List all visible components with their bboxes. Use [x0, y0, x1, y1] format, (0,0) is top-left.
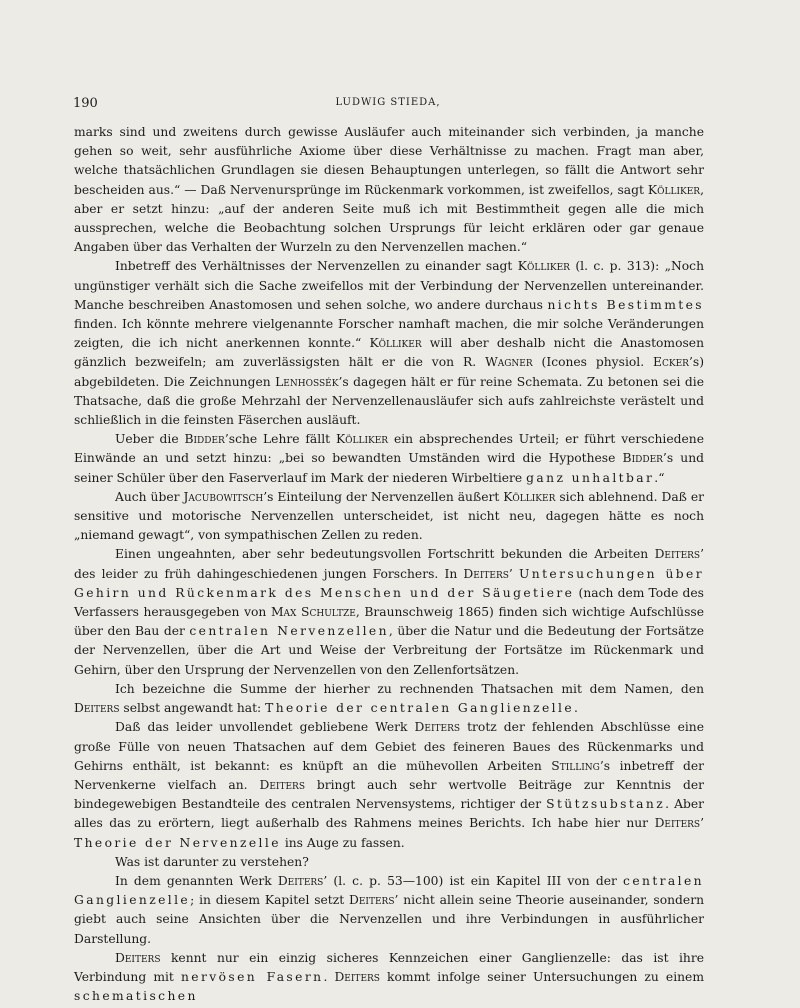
spaced-emphasis: nichts Bestimmtes	[547, 297, 704, 312]
small-caps-name: Wagner	[485, 355, 533, 370]
body-text	[74, 123, 704, 1006]
spaced-emphasis: schematischen	[74, 989, 198, 1004]
text-run: In dem genannten Werk	[115, 873, 278, 888]
spaced-emphasis: centralen Ganglienzelle	[74, 873, 704, 908]
text-run: kennt nur ein einzig sicheres Kennzeichen einer Ganglienzelle: das ist ihre Verbindung mit	[74, 950, 704, 984]
text-run: ’s dagegen hält er für reine Schemata. Zu betonen sei die Thatsache, daß die große Mehrzahl der Nervenzellenausläufer sich aufs zahlreichste verästelt und schließlich in die feinsten Fäserchen ausläuft.	[74, 374, 704, 428]
text-run: trotz der fehlenden Abschlüsse eine große Fülle von neuen Thatsachen auf dem Gebiet des feineren Baues des Rückenmarks und Gehirns enthält, ist bekannt: es knüpft an die mühevollen Arbeiten	[74, 720, 704, 773]
paragraph	[74, 545, 704, 679]
text-run: Einen ungeahnten, aber sehr bedeutungsvollen Fortschritt bekunden die Arbeiten	[115, 547, 655, 562]
small-caps-name: Deiters	[74, 701, 120, 716]
text-run: Ich bezeichne die Summe der hierher zu rechnenden Thatsachen mit dem Namen, den	[115, 681, 704, 696]
small-caps-name: Deiters	[348, 893, 395, 908]
text-run: . Aber alles das zu erörtern, liegt außerhalb des Rahmens meines Berichts. Ich habe hier nur	[74, 797, 704, 831]
spaced-emphasis: centralen Nervenzellen	[189, 624, 389, 639]
text-run: ’	[508, 566, 519, 581]
text-run: Was ist darunter zu verstehen?	[115, 854, 309, 869]
spaced-emphasis: ganz unhaltbar	[526, 470, 655, 485]
small-caps-name: Kölliker	[647, 182, 701, 197]
text-run: ’sche Lehre fällt	[224, 432, 336, 447]
text-run: marks sind und zweitens durch gewisse Ausläufer auch miteinander sich verbinden, ja manche gehen so weit, sehr ausführliche Axiome über diese Verhältnisse zu machen. Fragt man aber, welche thatsächlichen Grundlagen sie diesen Behauptungen unterlegen, so fällt die Antwort sehr bescheiden aus.“ — Daß Nervenursprünge im Rückenmark vorkommen, ist zweifellos, sagt	[74, 125, 704, 197]
paragraph	[74, 488, 704, 546]
paragraph	[74, 718, 704, 852]
text-run: .“	[654, 470, 665, 485]
small-caps-name: Bidder	[622, 451, 663, 466]
text-run: ’s inbetreff der Nervenkerne vielfach an.	[74, 758, 704, 792]
text-run: Auch über	[115, 489, 184, 504]
small-caps-name: Kölliker	[369, 336, 422, 351]
text-run: ’ (l. c. p. 53—100) ist ein Kapitel III von der	[323, 873, 624, 888]
small-caps-name: Deiters	[334, 969, 380, 984]
small-caps-name: Deiters	[277, 873, 324, 888]
text-run: , über die Natur und die Bedeutung der Fortsätze der Nervenzellen, über die Art und Weise der Verbreitung der Fortsätze im Rückenmark und Gehirn, über den Ursprung der Nervenzellen von den Zellenfortsätzen.	[74, 624, 705, 677]
text-run: will aber deshalb nicht die Anastomosen gänzlich bezweifeln; am zuverlässigsten hält er die von R.	[74, 336, 704, 370]
text-run: .	[574, 701, 578, 716]
text-run: (l. c. p. 313): „Noch ungünstiger verhält sich die Sache zweifellos mit der Verbindung der Nervenzellen untereinander. Manche beschreiben Anastomosen und sehen solche, wo andere durchaus	[74, 259, 704, 312]
page-header	[73, 96, 703, 116]
page-number: 190	[73, 96, 98, 111]
paragraph	[74, 853, 704, 872]
spaced-emphasis: Untersuchungen über Gehirn und Rückenmark des Menschen und der Säugetiere	[74, 566, 705, 600]
text-run: finden. Ich könnte mehrere vielgenannte Forscher namhaft machen, die mir solche Veränderungen zeigten, die ich nicht anerkennen konnte.“	[74, 317, 704, 351]
text-run: ’ nicht allein seine Theorie auseinander, sondern giebt auch seine Ansichten über die Nervenzellen und ihre Verbindungen in ausführlicher Darstellung.	[74, 893, 704, 946]
text-run: (nach dem Tode des Verfassers herausgegeben von	[74, 585, 704, 620]
small-caps-name: Ecker	[653, 355, 689, 370]
text-run: bringt auch sehr wertvolle Beiträge zur Kenntnis der bindegewebigen Bestandteile des centralen Nervensystems, richtiger der	[74, 777, 704, 812]
text-run: , Braunschweig 1865) finden sich wichtige Aufschlüsse über den Bau der	[74, 605, 704, 639]
small-caps-name: Lenhossék	[275, 374, 339, 389]
paragraph	[74, 949, 704, 1007]
paragraph	[74, 123, 704, 257]
small-caps-name: Deiters	[259, 777, 305, 792]
small-caps-name: Kölliker	[503, 489, 556, 504]
small-caps-name: Bidder	[184, 432, 225, 447]
paragraph	[74, 430, 704, 488]
small-caps-name: Deiters	[654, 816, 701, 831]
paragraph	[74, 872, 704, 949]
running-head: LUDWIG STIEDA,	[335, 97, 441, 108]
text-run: ’s) abgebildeten. Die Zeichnungen	[74, 355, 704, 389]
text-run: selbst angewandt hat:	[119, 701, 266, 716]
text-run: Ueber die	[115, 432, 185, 447]
small-caps-name: Deiters	[115, 950, 161, 965]
text-run: ’s und seiner Schüler über den Faserverlauf im Mark der niederen Wirbeltiere	[74, 451, 705, 485]
text-run: ins Auge zu fassen.	[280, 835, 405, 850]
text-run: ’	[700, 816, 704, 831]
small-caps-name: Stilling	[551, 758, 600, 773]
small-caps-name: Jacubowitsch	[183, 489, 264, 504]
text-run: , aber er setzt hinzu: „auf der anderen Seite muß ich mit Bestimmtheit gegen alle die mich aussprechen, welche die Beobachtung solchen Ursprungs für leicht erklären oder gar genaue Angaben über das Verhalten der Wurzeln zu den Nervenzellen machen.“	[74, 182, 704, 255]
spaced-emphasis: Stützsubstanz	[546, 797, 666, 812]
text-run: kommt infolge seiner Untersuchungen zu einem	[379, 969, 704, 984]
small-caps-name: Max Schultze	[270, 605, 356, 620]
text-run: .	[323, 969, 335, 984]
text-run: sich ablehnend. Daß er sensitive und motorische Nervenzellen unterscheidet, ist nicht neu, dagegen hätte es noch „niemand gewagt“, von sympathischen Zellen zu reden.	[74, 489, 704, 543]
small-caps-name: Kölliker	[335, 432, 389, 447]
spaced-emphasis: nervösen Fasern	[180, 969, 324, 984]
paragraph	[74, 257, 704, 430]
small-caps-name: Deiters	[414, 720, 461, 735]
spaced-emphasis: Theorie der centralen Ganglienzelle	[265, 701, 575, 716]
text-run: ein absprechendes Urteil; er führt verschiedene Einwände an und setzt hinzu: „bei so bewandten Umständen wird die Hypothese	[74, 432, 704, 466]
text-run: (Icones physiol.	[532, 355, 654, 370]
text-run: ’s Einteilung der Nervenzellen äußert	[263, 489, 504, 504]
small-caps-name: Deiters	[654, 547, 701, 562]
paragraph	[74, 680, 704, 718]
spaced-emphasis: Theorie der Nervenzelle	[74, 835, 281, 850]
text-run: ; in diesem Kapitel setzt	[190, 893, 349, 908]
text-run: ’ des leider zu früh dahingeschiedenen jungen Forschers. In	[74, 547, 704, 581]
small-caps-name: Deiters	[463, 566, 509, 581]
small-caps-name: Kölliker	[517, 259, 570, 274]
text-run: Daß das leider unvollendet gebliebene Werk	[115, 720, 415, 735]
text-run: Inbetreff des Verhältnisses der Nervenzellen zu einander sagt	[115, 259, 518, 274]
